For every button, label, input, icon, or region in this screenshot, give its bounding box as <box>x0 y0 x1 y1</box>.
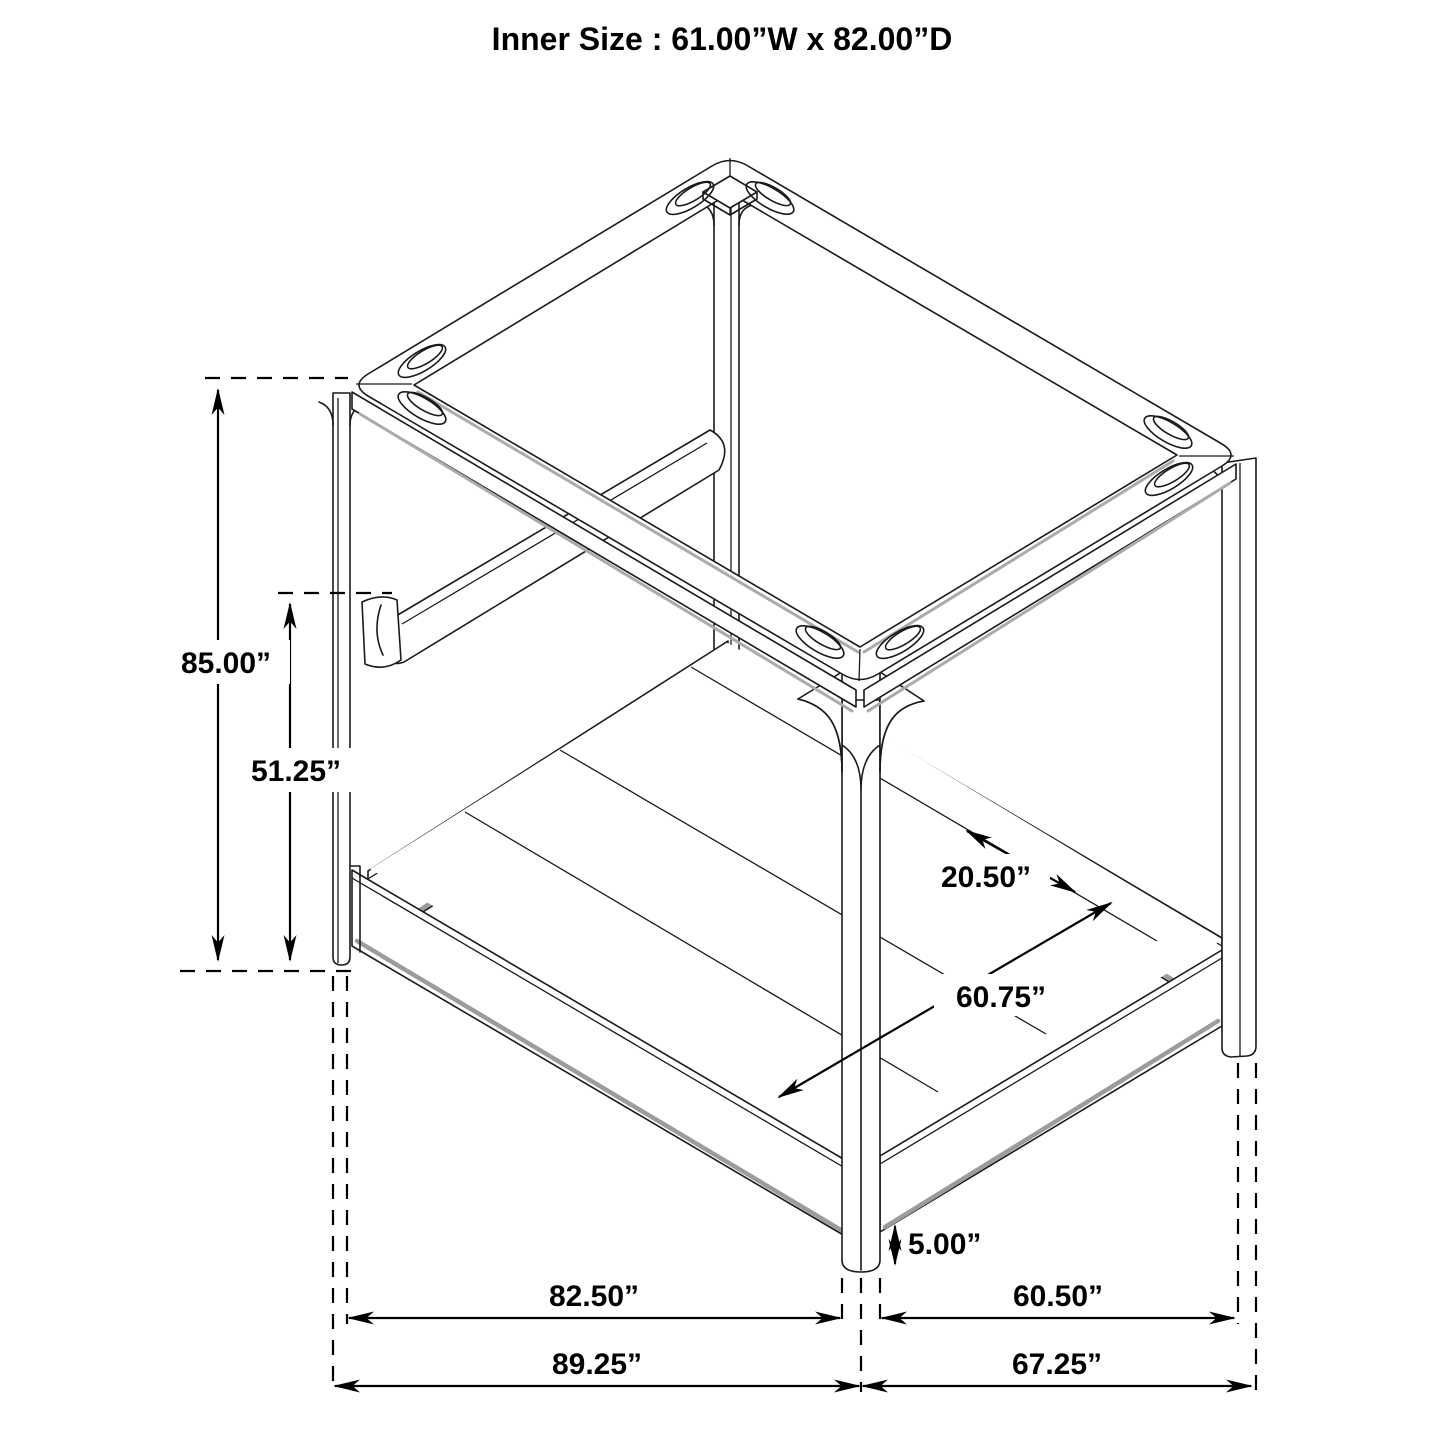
dim-label-overall-height: 85.00” <box>180 647 272 680</box>
canopy-frame <box>352 158 1236 711</box>
dim-label-outer-side: 67.25” <box>1011 1348 1103 1381</box>
page-title: Inner Size : 61.00”W x 82.00”D <box>491 21 953 57</box>
dim-label-floor-clearance: 5.00” <box>908 1228 982 1261</box>
dim-label-inner-width: 60.75” <box>955 981 1047 1014</box>
dim-label-outer-depth: 89.25” <box>551 1348 643 1381</box>
rail-bracket <box>362 597 401 667</box>
dim-label-slat-spacing: 20.50” <box>940 861 1032 894</box>
dim-label-inner-side: 60.50” <box>1012 1280 1104 1313</box>
dim-label-rail-height: 51.25” <box>250 755 342 788</box>
dim-label-inner-depth: 82.50” <box>548 1280 640 1313</box>
